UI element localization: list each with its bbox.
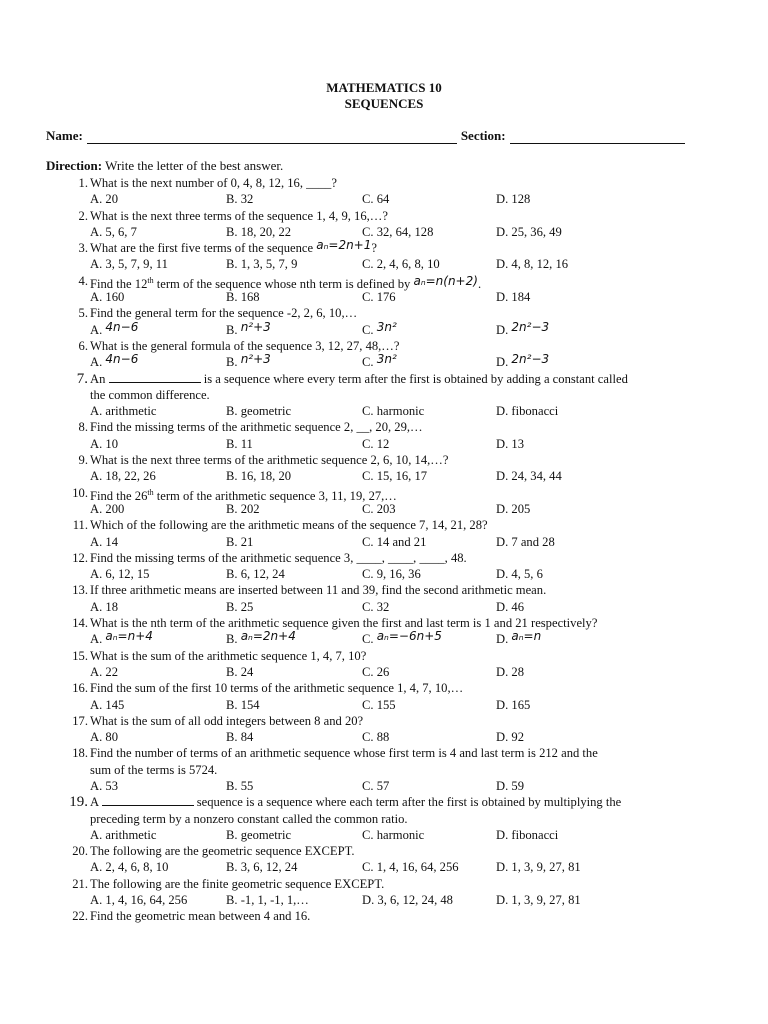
formula: aₙ=n+4 — [105, 629, 153, 644]
question-item — [0, 908, 768, 924]
answer-option[interactable]: D. 2n²−3 — [496, 352, 550, 370]
question-row — [0, 208, 768, 224]
question-text-continued: preceding term by a nonzero constant called the common ratio. — [90, 811, 408, 826]
direction-text: Write the letter of the best answer. — [102, 158, 284, 173]
question-row — [0, 582, 768, 598]
question-text: Find the 12th term of the sequence whose nth term is defined by aₙ=n(n+2). — [90, 273, 482, 291]
answer-option[interactable]: B. 11 — [226, 436, 253, 451]
answer-option[interactable]: A. 53 — [90, 778, 118, 793]
question-item — [0, 713, 768, 746]
answer-option[interactable]: B. 1, 3, 5, 7, 9 — [226, 257, 298, 272]
answer-option[interactable]: D. 4, 5, 6 — [496, 567, 543, 582]
answer-option[interactable]: A. 1, 4, 16, 64, 256 — [90, 893, 188, 908]
question-item — [0, 648, 768, 681]
answer-option[interactable]: A. 14 — [90, 534, 118, 549]
answer-option[interactable]: B. 25 — [226, 599, 254, 614]
answer-option[interactable]: D. 128 — [496, 192, 531, 207]
answer-options — [0, 191, 768, 207]
answer-option[interactable]: D. fibonacci — [496, 827, 559, 842]
formula: aₙ=2n+1 — [316, 238, 372, 253]
question-text: The following are the geometric sequence EXCEPT. — [90, 844, 355, 859]
question-number: 8. — [78, 420, 88, 435]
question-item — [0, 175, 768, 208]
ordinal-suffix: th — [147, 275, 154, 285]
worksheet-subtitle: SEQUENCES — [344, 96, 424, 111]
question-item — [0, 876, 768, 909]
answer-option[interactable]: A. 18 — [90, 599, 118, 614]
question-text: What is the general formula of the sequence 3, 12, 27, 48,…? — [90, 338, 400, 353]
question-item — [0, 843, 768, 876]
answer-option[interactable]: C. 3n² — [362, 319, 397, 337]
answer-option[interactable]: D. 46 — [496, 599, 524, 614]
question-item — [0, 615, 768, 648]
answer-option[interactable]: C. 64 — [362, 192, 390, 207]
answer-option[interactable]: B. geometric — [226, 404, 292, 419]
answer-options — [0, 566, 768, 582]
answer-option[interactable]: D. 59 — [496, 778, 524, 793]
answer-option[interactable]: C. 88 — [362, 730, 390, 745]
question-number: 7. — [76, 370, 88, 387]
answer-option[interactable]: B. n²+3 — [226, 319, 271, 337]
answer-option[interactable]: A. 10 — [90, 436, 118, 451]
answer-option[interactable]: B. 6, 12, 24 — [226, 567, 285, 582]
question-row — [0, 843, 768, 859]
answer-option[interactable]: C. harmonic — [362, 827, 425, 842]
answer-blank[interactable] — [102, 794, 194, 806]
name-blank-line[interactable] — [87, 130, 457, 144]
question-number: 17. — [72, 713, 88, 728]
answer-option[interactable]: A. 2, 4, 6, 8, 10 — [90, 860, 169, 875]
question-item — [0, 338, 768, 371]
question-number: 13. — [72, 583, 88, 598]
answer-option[interactable]: D. 165 — [496, 697, 531, 712]
question-text: What is the sum of all odd integers between 8 and 20? — [90, 713, 364, 728]
formula: 3n² — [376, 319, 397, 334]
question-number: 12. — [72, 550, 88, 565]
answer-option[interactable]: B. 21 — [226, 534, 254, 549]
answer-option[interactable]: B. aₙ=2n+4 — [226, 629, 296, 647]
question-number: 15. — [72, 648, 88, 663]
question-item — [0, 745, 768, 794]
question-row — [0, 517, 768, 533]
answer-option[interactable]: A. aₙ=n+4 — [90, 629, 153, 647]
question-text: What is the next three terms of the sequence 1, 4, 9, 16,…? — [90, 208, 388, 223]
name-section-row — [46, 128, 726, 144]
question-row — [0, 745, 768, 761]
answer-options — [0, 599, 768, 615]
answer-option[interactable]: C. 32, 64, 128 — [362, 224, 434, 239]
question-item — [0, 305, 768, 338]
question-text: Which of the following are the arithmetic means of the sequence 7, 14, 21, 28? — [90, 518, 488, 533]
formula: aₙ=n — [511, 629, 542, 644]
answer-option[interactable]: D. 92 — [496, 730, 524, 745]
answer-option[interactable]: C. 26 — [362, 664, 390, 679]
answer-option[interactable]: A. 80 — [90, 730, 118, 745]
answer-options — [0, 501, 768, 517]
answer-option[interactable]: C. 176 — [362, 290, 396, 305]
question-number: 16. — [72, 681, 88, 696]
answer-option[interactable]: C. 57 — [362, 778, 390, 793]
formula: aₙ=−6n+5 — [376, 629, 442, 644]
answer-option[interactable]: D. 13 — [496, 436, 524, 451]
question-number: 6. — [78, 338, 88, 353]
question-list — [0, 175, 768, 925]
question-row — [0, 371, 768, 387]
question-row — [0, 876, 768, 892]
answer-option[interactable]: C. aₙ=−6n+5 — [362, 629, 442, 647]
answer-options — [0, 256, 768, 272]
answer-option[interactable]: B. 84 — [226, 730, 254, 745]
question-text: If three arithmetic means are inserted between 11 and 39, find the second arithmetic mean. — [90, 583, 547, 598]
answer-option[interactable]: D. 4, 8, 12, 16 — [496, 257, 569, 272]
answer-option[interactable]: B. n²+3 — [226, 352, 271, 370]
question-item — [0, 452, 768, 485]
question-text: What are the first five terms of the sequence aₙ=2n+1? — [90, 238, 377, 256]
answer-options — [0, 289, 768, 305]
answer-option[interactable]: A. 20 — [90, 192, 118, 207]
answer-options — [0, 664, 768, 680]
question-item — [0, 680, 768, 713]
answer-option[interactable]: B. 55 — [226, 778, 254, 793]
formula: aₙ=2n+4 — [240, 629, 296, 644]
question-number: 18. — [72, 746, 88, 761]
answer-option[interactable]: B. geometric — [226, 827, 292, 842]
answer-option[interactable]: A. 3, 5, 7, 9, 11 — [90, 257, 168, 272]
answer-option[interactable]: C. 2, 4, 6, 8, 10 — [362, 257, 440, 272]
question-text: Find the missing terms of the arithmetic sequence 3, ____, ____, ____, 48. — [90, 550, 467, 565]
answer-option[interactable]: D. 24, 34, 44 — [496, 469, 562, 484]
answer-options — [0, 534, 768, 550]
answer-option[interactable]: D. 3, 6, 12, 24, 48 — [362, 893, 453, 908]
answer-option[interactable]: D. 28 — [496, 664, 524, 679]
question-number: 19. — [69, 794, 88, 811]
question-text: What is the nth term of the arithmetic sequence given the first and last term is 1 and 21 respectively? — [90, 616, 598, 631]
question-number: 5. — [78, 306, 88, 321]
answer-option[interactable]: D. 205 — [496, 501, 531, 516]
question-item — [0, 794, 768, 843]
answer-options — [0, 859, 768, 875]
answer-option[interactable]: B. 154 — [226, 697, 260, 712]
section-label: Section: — [460, 128, 506, 143]
formula: 4n−6 — [105, 352, 139, 367]
question-item — [0, 550, 768, 583]
formula: 2n²−3 — [511, 352, 550, 367]
question-number: 1. — [78, 176, 88, 190]
answer-options — [0, 827, 768, 843]
answer-options — [0, 631, 768, 647]
question-text: Find the general term for the sequence -2, 2, 6, 10,… — [90, 306, 358, 321]
answer-option[interactable]: B. 3, 6, 12, 24 — [226, 860, 298, 875]
question-item — [0, 273, 768, 306]
direction-label: Direction: — [46, 158, 103, 173]
answer-option[interactable]: B. 24 — [226, 664, 254, 679]
question-number: 21. — [72, 876, 88, 891]
answer-blank[interactable] — [109, 371, 201, 383]
question-text: An is a sequence where every term after the first is obtained by adding a constant called — [90, 371, 628, 386]
answer-option[interactable]: C. 1, 4, 16, 64, 256 — [362, 860, 459, 875]
formula: n²+3 — [240, 352, 271, 367]
answer-option[interactable]: B. 168 — [226, 290, 260, 305]
question-text: A sequence is a sequence where each term after the first is obtained by multiplying the — [90, 795, 622, 810]
question-number: 9. — [78, 453, 88, 468]
answer-option[interactable]: A. 4n−6 — [90, 352, 139, 370]
answer-options — [0, 354, 768, 370]
question-text: Find the sum of the first 10 terms of the arithmetic sequence 1, 4, 7, 10,… — [90, 681, 464, 696]
direction-line — [46, 158, 283, 174]
answer-option[interactable]: C. harmonic — [362, 404, 425, 419]
answer-option[interactable]: C. 155 — [362, 697, 396, 712]
answer-option[interactable]: A. arithmetic — [90, 404, 157, 419]
question-row — [0, 419, 768, 435]
question-item — [0, 240, 768, 273]
question-text: Find the geometric mean between 4 and 16. — [90, 909, 311, 924]
answer-option[interactable]: D. 7 and 28 — [496, 534, 555, 549]
answer-option[interactable]: A. 18, 22, 26 — [90, 469, 156, 484]
worksheet-header — [0, 80, 768, 112]
question-row — [0, 175, 768, 191]
answer-options — [0, 436, 768, 452]
question-text: The following are the finite geometric sequence EXCEPT. — [90, 876, 385, 891]
answer-options — [0, 729, 768, 745]
answer-option[interactable]: C. 15, 16, 17 — [362, 469, 428, 484]
question-number: 20. — [72, 844, 88, 859]
ordinal-suffix: th — [147, 487, 154, 497]
question-item — [0, 582, 768, 615]
answer-options — [0, 468, 768, 484]
answer-options — [0, 224, 768, 240]
question-text: Find the 26th term of the arithmetic sequence 3, 11, 19, 27,… — [90, 487, 397, 503]
question-text-continued: the common difference. — [90, 387, 210, 402]
question-number: 2. — [78, 208, 88, 223]
question-row — [0, 452, 768, 468]
formula: 4n−6 — [105, 319, 139, 334]
answer-option[interactable]: C. 203 — [362, 501, 396, 516]
question-text: What is the next number of 0, 4, 8, 12, 16, ____? — [90, 176, 337, 190]
question-row — [0, 794, 768, 810]
answer-option[interactable]: A. 6, 12, 15 — [90, 567, 150, 582]
answer-option[interactable]: A. 22 — [90, 664, 118, 679]
answer-options — [0, 319, 768, 338]
question-item — [0, 517, 768, 550]
question-row — [0, 485, 768, 501]
question-text-continued: sum of the terms is 5724. — [90, 762, 218, 777]
answer-option[interactable]: A. 160 — [90, 290, 125, 305]
answer-options — [0, 697, 768, 713]
answer-option[interactable]: B. 16, 18, 20 — [226, 469, 292, 484]
question-row — [0, 273, 768, 289]
question-row — [0, 680, 768, 696]
answer-option[interactable]: C. 12 — [362, 436, 390, 451]
worksheet-title: MATHEMATICS 10 — [326, 80, 442, 95]
answer-option[interactable]: A. arithmetic — [90, 827, 157, 842]
answer-option[interactable]: D. aₙ=n — [496, 629, 542, 647]
answer-option[interactable]: D. 1, 3, 9, 27, 81 — [496, 893, 581, 908]
question-text: Find the missing terms of the arithmetic sequence 2, __, 20, 29,… — [90, 420, 423, 435]
answer-option[interactable]: C. 32 — [362, 599, 390, 614]
formula: 2n²−3 — [511, 319, 550, 334]
question-item — [0, 371, 768, 420]
question-text: Find the number of terms of an arithmetic sequence whose first term is 4 and last term is 212 and the — [90, 746, 598, 761]
answer-option[interactable]: C. 9, 16, 36 — [362, 567, 421, 582]
question-row — [0, 713, 768, 729]
question-item — [0, 419, 768, 452]
answer-option[interactable]: A. 5, 6, 7 — [90, 224, 137, 239]
answer-option[interactable]: B. 32 — [226, 192, 254, 207]
answer-option[interactable]: B. 18, 20, 22 — [226, 224, 292, 239]
question-row — [0, 648, 768, 664]
section-blank-line[interactable] — [510, 130, 685, 144]
question-number: 11. — [72, 518, 88, 533]
question-number: 22. — [72, 909, 88, 924]
question-number: 14. — [72, 616, 88, 631]
question-row — [0, 908, 768, 924]
formula: n²+3 — [240, 319, 271, 334]
answer-option[interactable]: A. 145 — [90, 697, 125, 712]
answer-option[interactable]: C. 14 and 21 — [362, 534, 427, 549]
name-label: Name: — [46, 128, 83, 143]
formula: aₙ=n(n+2) — [413, 273, 478, 288]
question-item — [0, 208, 768, 241]
formula: 3n² — [376, 352, 397, 367]
answer-option[interactable]: C. 3n² — [362, 352, 397, 370]
question-text: What is the sum of the arithmetic sequence 1, 4, 7, 10? — [90, 648, 367, 663]
answer-option[interactable]: D. 2n²−3 — [496, 319, 550, 337]
question-row — [0, 550, 768, 566]
answer-option[interactable]: A. 4n−6 — [90, 319, 139, 337]
answer-option[interactable]: B. 202 — [226, 501, 260, 516]
answer-options — [0, 892, 768, 908]
answer-options — [0, 778, 768, 794]
answer-option[interactable]: D. fibonacci — [496, 404, 559, 419]
question-number: 4. — [78, 273, 88, 288]
answer-option[interactable]: A. 200 — [90, 501, 125, 516]
question-row — [0, 240, 768, 256]
question-number: 10. — [72, 485, 88, 500]
answer-options — [0, 403, 768, 419]
answer-option[interactable]: D. 25, 36, 49 — [496, 224, 562, 239]
answer-option[interactable]: D. 1, 3, 9, 27, 81 — [496, 860, 581, 875]
question-number: 3. — [78, 241, 88, 256]
question-item — [0, 485, 768, 518]
answer-option[interactable]: B. -1, 1, -1, 1,… — [226, 893, 309, 908]
answer-option[interactable]: D. 184 — [496, 290, 531, 305]
question-text: What is the next three terms of the arithmetic sequence 2, 6, 10, 14,…? — [90, 453, 449, 468]
